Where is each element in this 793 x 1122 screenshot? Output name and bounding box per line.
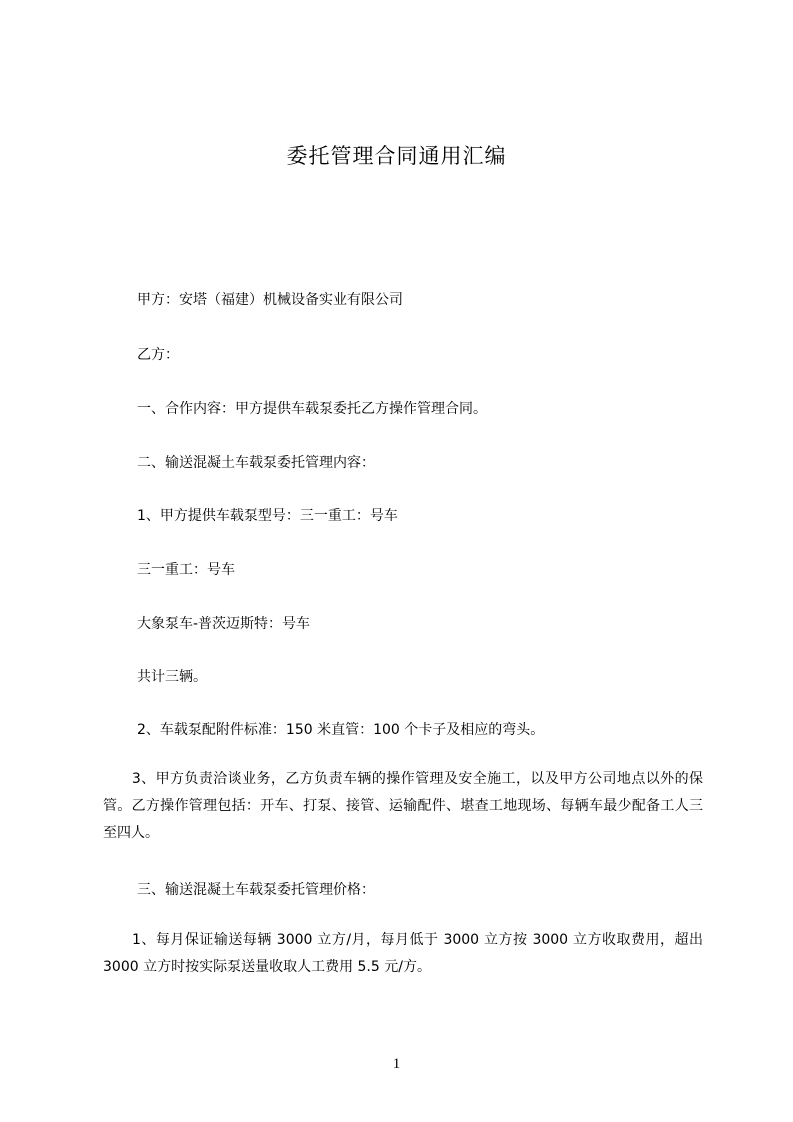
responsibility-paragraph: 3、甲方负责洽谈业务，乙方负责车辆的操作管理及安全施工，以及甲方公司地点以外的保管。乙方操作管理包括：开车、打泵、接管、运输配件、堪查工地现场、每辆车最少配备工人三至四人。 [103, 771, 703, 841]
party-a-line: 甲方：安塔（福建）机械设备实业有限公司 [137, 292, 403, 308]
sany-truck-line: 三一重工：号车 [137, 562, 235, 578]
management-price-heading: 三、输送混凝土车载泵委托管理价格： [137, 882, 375, 898]
accessory-standard-line: 2、车载泵配附件标准：150 米直管：100 个卡子及相应的弯头。 [137, 722, 545, 738]
party-b-line: 乙方： [137, 347, 179, 363]
total-vehicles-line: 共计三辆。 [137, 669, 207, 685]
management-content-heading: 二、输送混凝土车载泵委托管理内容： [137, 455, 375, 471]
putzmeister-truck-line: 大象泵车-普茨迈斯特：号车 [137, 616, 311, 632]
document-title: 委托管理合同通用汇编 [286, 144, 507, 168]
cooperation-content-line: 一、合作内容：甲方提供车载泵委托乙方操作管理合同。 [137, 401, 487, 417]
pump-model-line: 1、甲方提供车载泵型号：三一重工：号车 [137, 508, 398, 524]
page-number: 1 [392, 1056, 401, 1072]
price-paragraph: 1、每月保证输送每辆 3000 立方/月，每月低于 3000 立方按 3000 立方收取费用，超出 3000 立方时按实际泵送量收取人工费用 5.5 元/方。 [103, 932, 703, 975]
